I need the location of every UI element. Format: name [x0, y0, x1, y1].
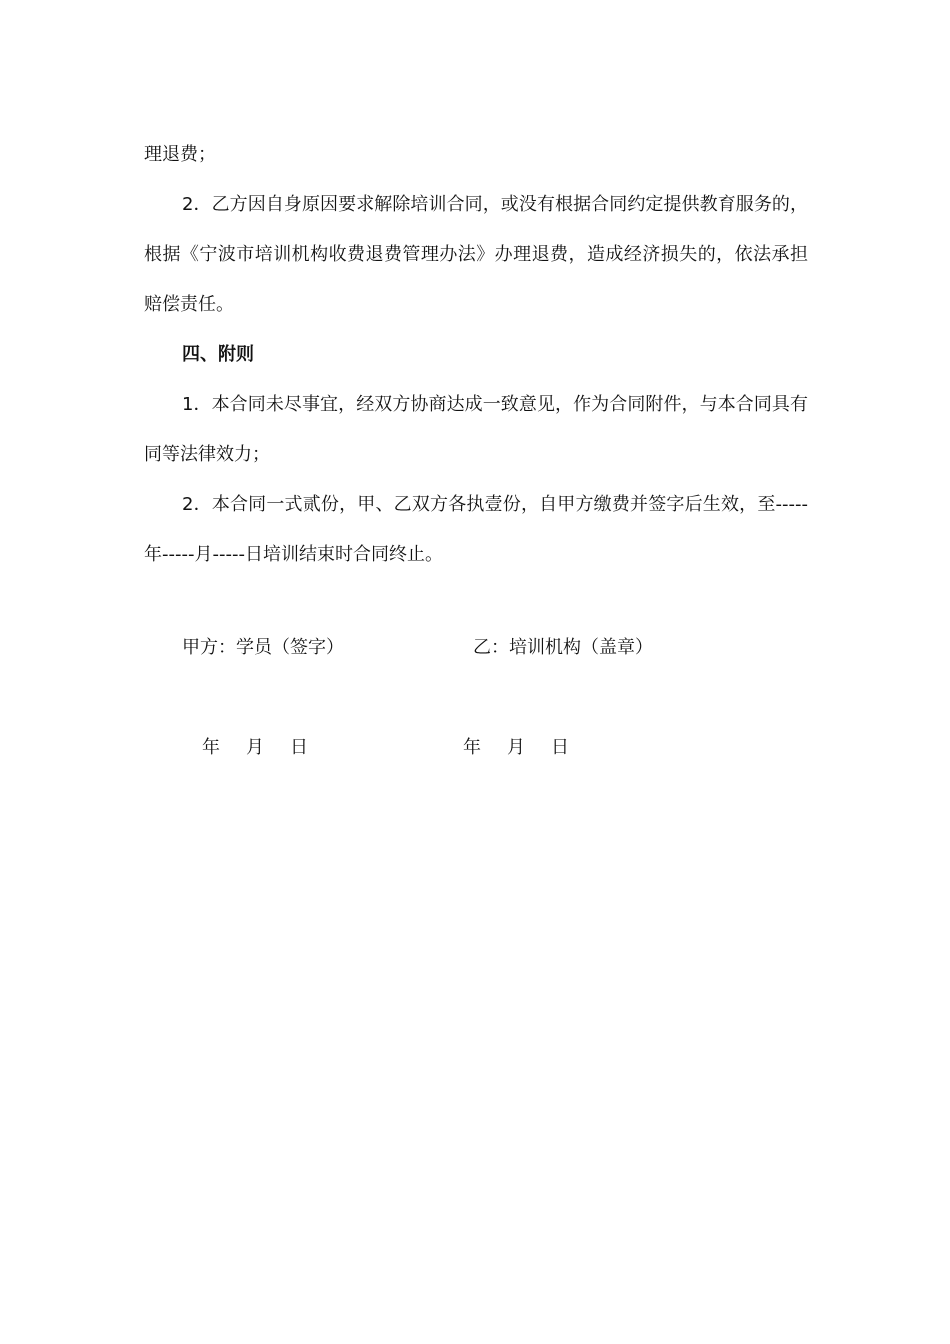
- paragraph-appendix-2: 2．本合同一式贰份，甲、乙双方各执壹份，自甲方缴费并签字后生效，至-----年-----月-----日培训结束时合同终止。: [144, 494, 808, 565]
- party-a-date: [202, 733, 308, 763]
- date-year-label: 年: [463, 737, 481, 758]
- date-month-label: 月: [246, 737, 264, 758]
- party-a-signature-label: 甲方：学员（签字）: [182, 637, 344, 658]
- party-b-date: [463, 733, 569, 763]
- paragraph-clause-2-refund: 2．乙方因自身原因要求解除培训合同，或没有根据合同约定提供教育服务的，根据《宁波市培训机构收费退费管理办法》办理退费，造成经济损失的，依法承担赔偿责任。: [144, 194, 808, 315]
- paragraph-refund-continuation: 理退费；: [144, 144, 216, 165]
- date-month-label: 月: [507, 737, 525, 758]
- paragraph-appendix-1: 1．本合同未尽事宜，经双方协商达成一致意见，作为合同附件，与本合同具有同等法律效力；: [144, 394, 808, 465]
- contract-body: [144, 130, 808, 580]
- section-heading-appendix: 四、附则: [182, 344, 254, 365]
- date-day-label: 日: [290, 737, 308, 758]
- party-b-seal-label: 乙：培训机构（盖章）: [473, 637, 653, 658]
- date-day-label: 日: [551, 737, 569, 758]
- date-year-label: 年: [202, 737, 220, 758]
